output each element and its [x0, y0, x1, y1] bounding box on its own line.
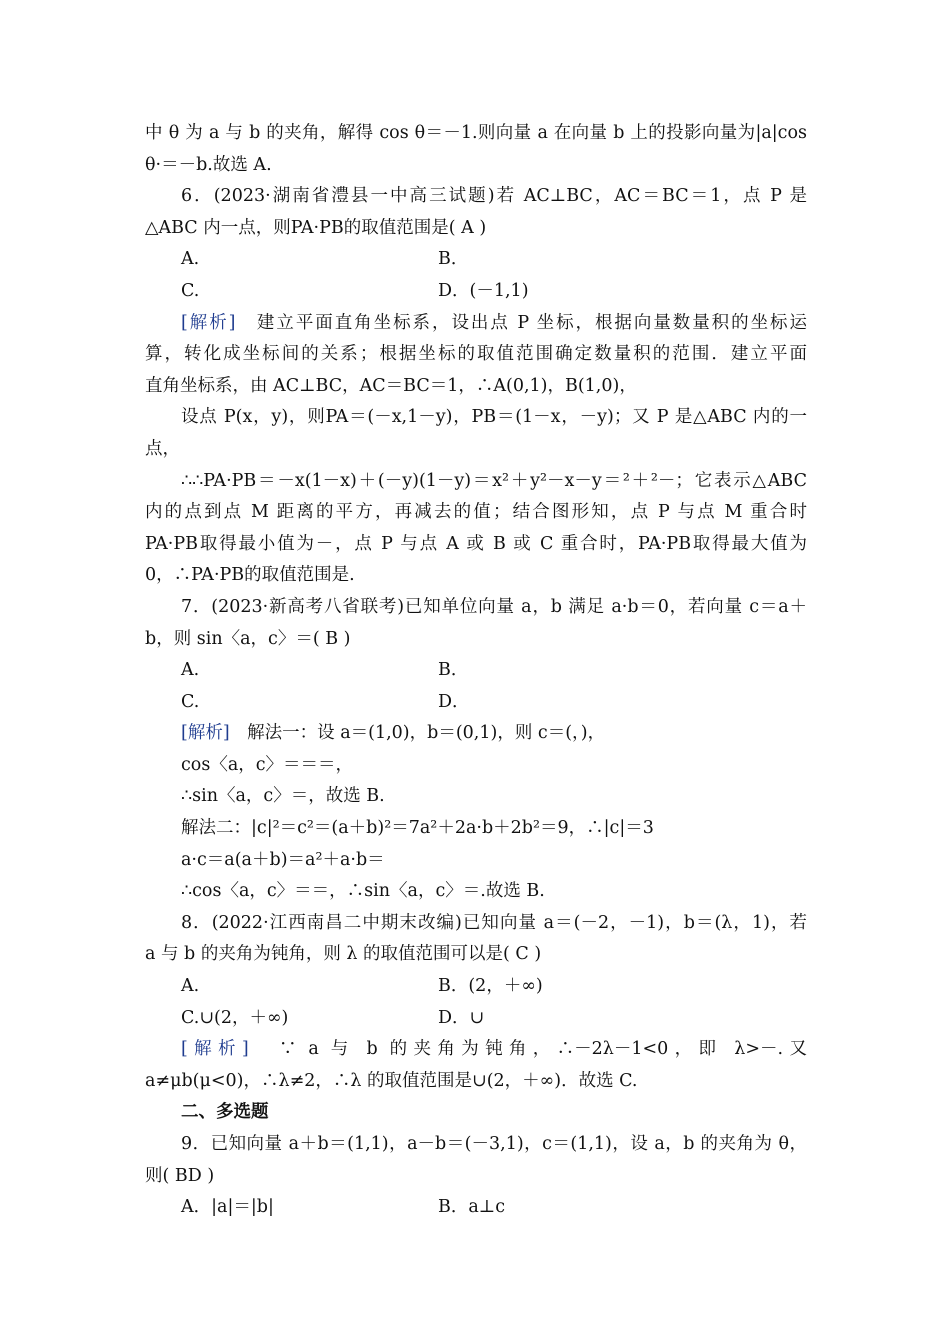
question-7-options-row1 [145, 655, 807, 687]
text-line: cos〈a，c〉＝＝＝， [181, 754, 354, 775]
text-line: 点， [145, 438, 180, 459]
question-6-stem-cont: △ABC 内一点，则PA·PB的取值范围是( A ) [145, 217, 487, 238]
text-line: θ·＝－b.故选 A. [145, 154, 272, 175]
option-b: B． [438, 249, 469, 270]
question-8-options-row1 [145, 971, 807, 1003]
analysis-text: 建立平面直角坐标系，设出点 P 坐标，根据向量数量积的坐标运 [256, 312, 807, 333]
question-6-analysis [145, 308, 807, 340]
question-7-options-row2 [145, 687, 807, 719]
question-7-analysis [145, 718, 807, 750]
option-c: C. [181, 691, 200, 712]
text-line: PA·PB取得最小值为－，点 P 与点 A 或 B 或 C 重合时，PA·PB取得最大值为 [145, 533, 807, 554]
question-9-stem: 9．已知向量 a＋b＝(1,1)，a－b＝(－3,1)，c＝(1,1)，设 a，b 的夹角为 θ， [181, 1134, 807, 1154]
analysis-text: ∵ a 与 b 的夹角为钝角，∴－2λ－1<0，即 λ>－.又 [278, 1039, 807, 1060]
question-8-stem-cont: a 与 b 的夹角为钝角，则 λ 的取值范围可以是( C ) [145, 944, 542, 965]
question-8-stem: 8．(2022·江西南昌二中期末改编)已知向量 a＝(－2，－1)，b＝(λ，1)，若 [181, 912, 807, 933]
option-c: C. [181, 280, 200, 301]
text-line: a≠μb(μ<0)，∴λ≠2，∴λ 的取值范围是∪(2，＋∞)．故选 C. [145, 1070, 638, 1091]
question-6-options-row2 [145, 276, 807, 308]
option-a: A. [181, 249, 200, 270]
text-line: ∴cos〈a，c〉＝＝，∴sin〈a，c〉＝.故选 B. [181, 881, 545, 902]
text-line: 算，转化成坐标间的关系；根据坐标的取值范围确定数量积的范围．建立平面 [145, 344, 807, 365]
question-8-options-row2 [145, 1003, 807, 1035]
analysis-tag: [解析] [181, 723, 230, 744]
question-6-stem: 6．(2023·湖南省澧县一中高三试题)若 AC⊥BC，AC＝BC＝1，点 P 是 [181, 186, 807, 207]
option-c: C.∪(2，＋∞) [181, 1007, 289, 1028]
question-7-stem: 7．(2023·新高考八省联考)已知单位向量 a，b 满足 a·b＝0，若向量 c＝a＋ [181, 596, 807, 617]
text-line: ∴∴PA·PB＝－x(1－x)＋(－y)(1－y)＝x²＋y²－x－y＝²＋²－；它表示△ABC [181, 470, 807, 491]
option-b: B．(2，＋∞) [438, 976, 543, 997]
option-b: B．a⊥c [438, 1197, 506, 1218]
section-heading: 二、多选题 [181, 1102, 269, 1123]
question-6-options-row1 [145, 244, 807, 276]
question-9-stem-cont: 则( BD ) [145, 1165, 215, 1186]
question-7-stem-cont: b，则 sin〈a，c〉＝( B ) [145, 628, 351, 649]
text-line: ∴sin〈a，c〉＝，故选 B. [181, 786, 385, 807]
text-line: 0，∴PA·PB的取值范围是. [145, 565, 355, 586]
option-a: A．|a|＝|b| [181, 1197, 274, 1218]
analysis-text: 解法一：设 a＝(1,0)，b＝(0,1)，则 c＝(，)， [247, 723, 606, 744]
question-8-analysis [145, 1034, 807, 1066]
analysis-tag: [解析] [181, 1039, 249, 1060]
text-line: a·c＝a(a＋b)＝a²＋a·b＝ [181, 849, 385, 870]
text-line: 中 θ 为 a 与 b 的夹角，解得 cos θ＝－1.则向量 a 在向量 b 上的投影向量为|a|cos [145, 123, 807, 143]
option-d: D．∪ [438, 1007, 485, 1028]
option-d: D．(－1,1) [438, 280, 529, 301]
option-a: A. [181, 976, 200, 997]
option-d: D． [438, 691, 470, 712]
text-line: 内的点到点 M 距离的平方，再减去的值；结合图形知，点 P 与点 M 重合时 [145, 502, 807, 523]
document-page [145, 118, 807, 1224]
option-a: A. [181, 660, 200, 681]
text-line: 直角坐标系，由 AC⊥BC，AC＝BC＝1，∴A(0,1)，B(1,0)， [145, 375, 637, 396]
text-line: 设点 P(x，y)，则PA＝(－x,1－y)，PB＝(1－x，－y)；又 P 是△ABC 内的一 [181, 407, 807, 428]
analysis-tag: [解析] [181, 312, 236, 333]
option-b: B． [438, 660, 469, 681]
question-9-options-row1 [145, 1192, 807, 1224]
text-line: 解法二：|c|²＝c²＝(a＋b)²＝7a²＋2a·b＋2b²＝9，∴|c|＝3 [181, 818, 654, 839]
